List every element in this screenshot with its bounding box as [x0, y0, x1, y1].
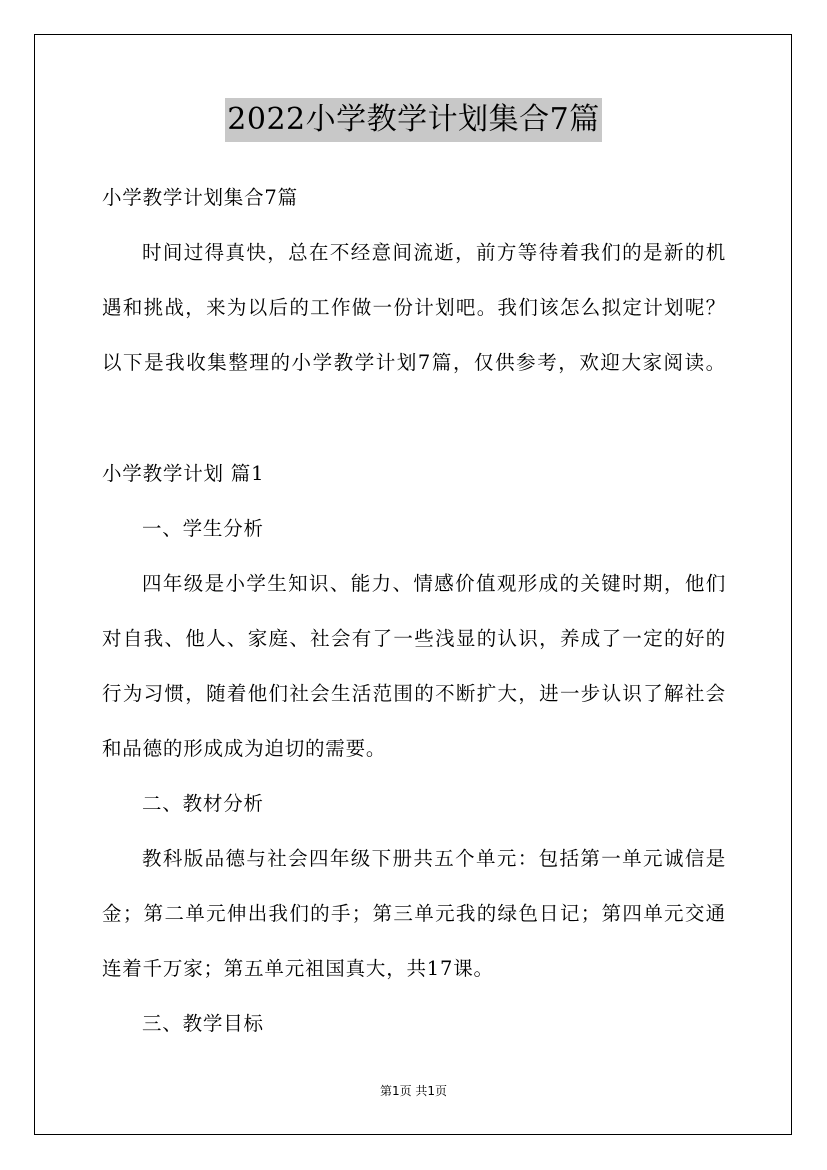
- page-footer: [0, 1082, 827, 1099]
- title-area: [0, 98, 827, 142]
- document-title: 2022小学教学计划集合7篇: [225, 98, 601, 142]
- heading-student-analysis: 一、学生分析: [142, 517, 264, 540]
- spacer: [102, 390, 726, 446]
- intro-line: 以下是我收集整理的小学教学计划7篇，仅供参考，欢迎大家阅读。: [102, 351, 726, 374]
- paragraph-line: 四年级是小学生知识、能力、情感价值观形成的关键时期，他们: [142, 572, 726, 595]
- document-body: [102, 170, 726, 1051]
- paragraph-line: 教科版品德与社会四年级下册共五个单元：包括第一单元诚信是: [142, 847, 726, 870]
- paragraph-line: 和品德的形成成为迫切的需要。: [102, 737, 387, 760]
- heading-teaching-goals: 三、教学目标: [142, 1012, 264, 1035]
- paragraph-line: 连着千万家；第五单元祖国真大，共17课。: [102, 957, 494, 980]
- paragraph-line: 对自我、他人、家庭、社会有了一些浅显的认识，养成了一定的好的: [102, 627, 726, 650]
- intro-line: 遇和挑战，来为以后的工作做一份计划吧。我们该怎么拟定计划呢？: [102, 296, 726, 319]
- paragraph-line: 金；第二单元伸出我们的手；第三单元我的绿色日记；第四单元交通: [102, 902, 726, 925]
- page-number: 第1页 共1页: [379, 1084, 448, 1098]
- heading-textbook-analysis: 二、教材分析: [142, 792, 264, 815]
- intro-line: 时间过得真快，总在不经意间流逝，前方等待着我们的是新的机: [142, 241, 726, 264]
- document-subtitle: 小学教学计划集合7篇: [102, 186, 298, 209]
- paragraph-line: 行为习惯，随着他们社会生活范围的不断扩大，进一步认识了解社会: [102, 682, 726, 705]
- section-title: 小学教学计划 篇1: [102, 462, 265, 485]
